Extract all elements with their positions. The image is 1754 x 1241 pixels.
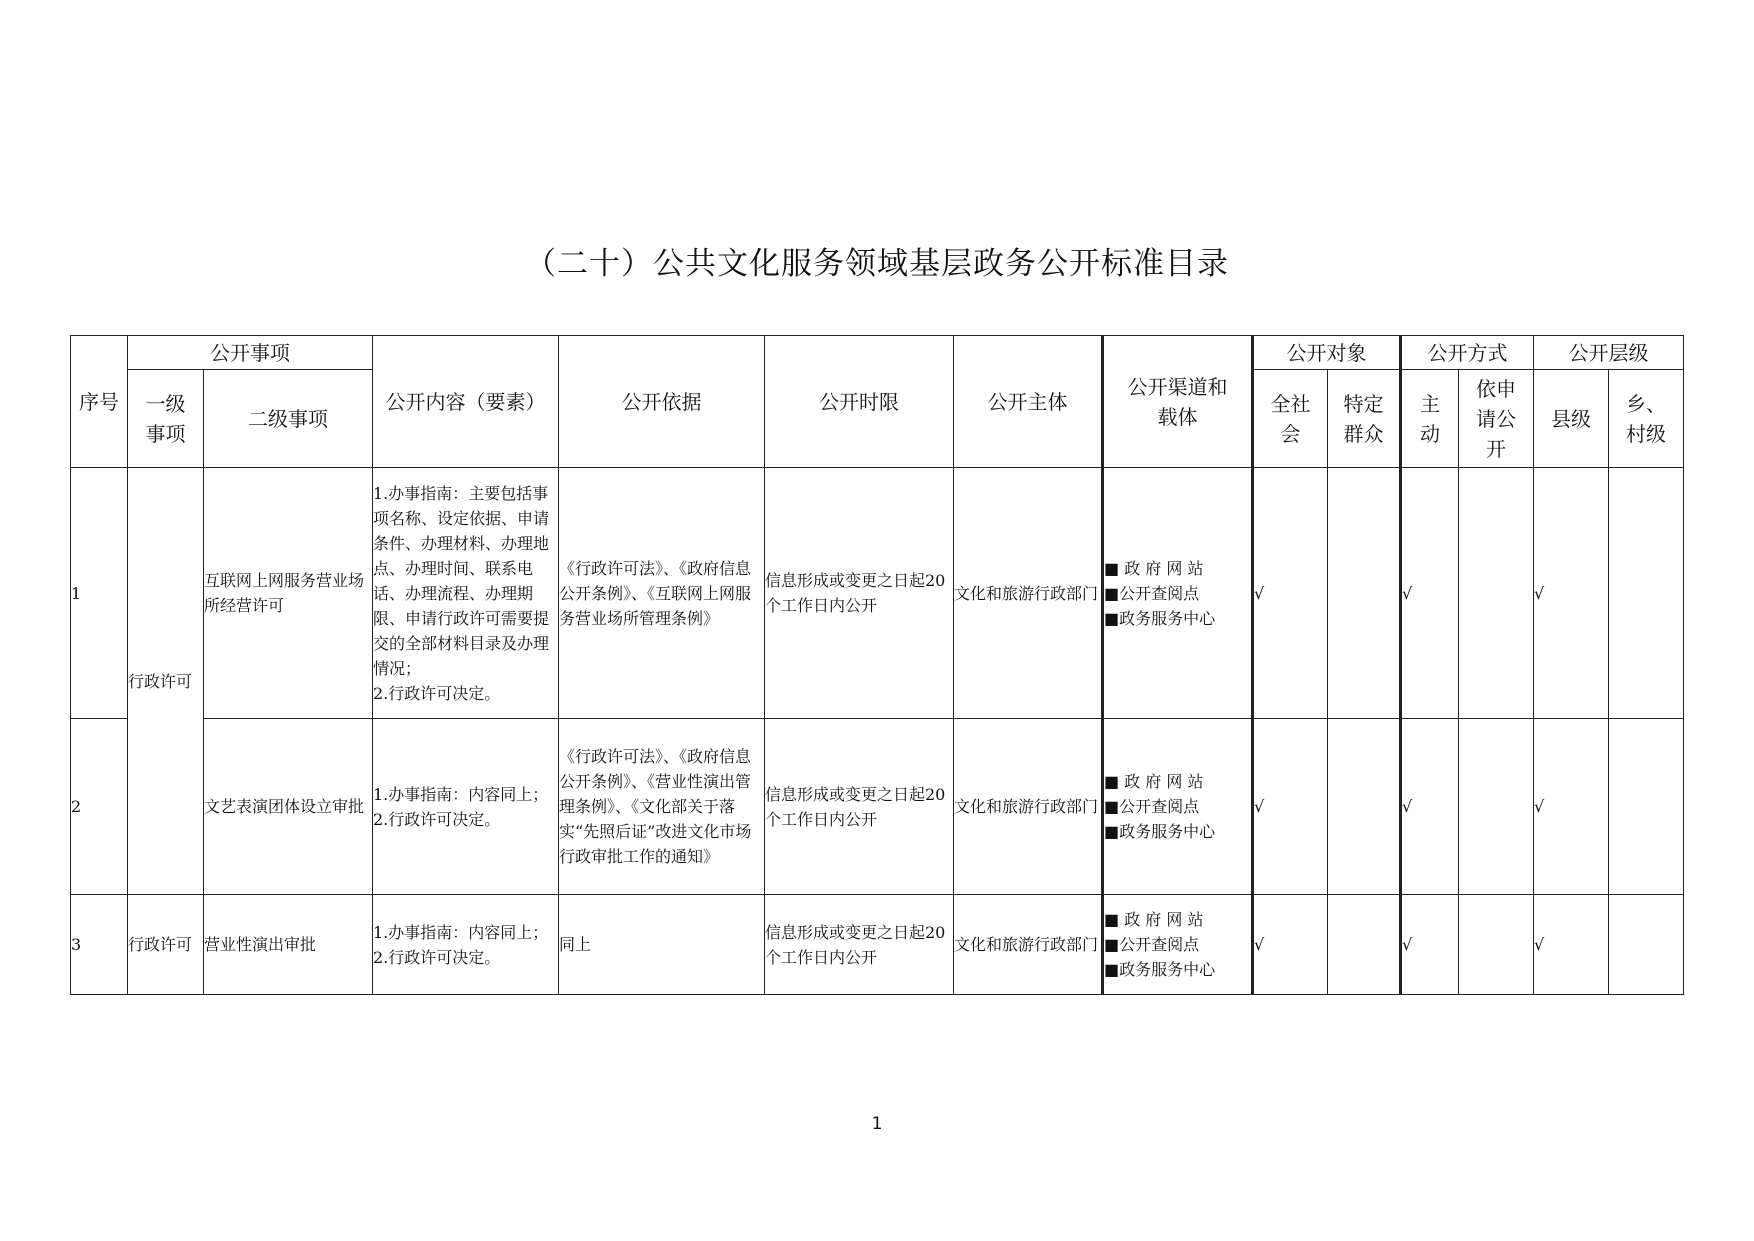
row-time-limit: 信息形成或变更之日起20个工作日内公开 [765,895,954,995]
row-level2: 互联网上网服务营业场所经营许可 [204,468,373,719]
row-basis: 《行政许可法》、《政府信息公开条例》、《营业性演出管理条例》、《文化部关于落实“先照后证”改进文化市场行政审批工作的通知》 [559,719,765,895]
row-time-limit: 信息形成或变更之日起20个工作日内公开 [765,719,954,895]
catalog-table [70,335,1684,995]
row-active: √ [1401,895,1459,995]
header-township: 乡、村级 [1609,370,1684,468]
row-active: √ [1401,719,1459,895]
row-seq: 1 [71,468,128,719]
table-row [71,895,1684,995]
header-time-limit: 公开时限 [765,336,954,468]
row-specific-group [1328,895,1401,995]
header-all-society: 全社会 [1253,370,1328,468]
header-level1: 一级事项 [128,370,204,468]
row-township [1609,895,1684,995]
row-subject: 文化和旅游行政部门 [954,468,1103,719]
row-level1: 行政许可 [128,468,204,895]
row-county: √ [1534,719,1609,895]
header-content: 公开内容（要素） [373,336,559,468]
row-content: 1.办事指南：主要包括事项名称、设定依据、申请条件、办理材料、办理地点、办理时间、联系电话、办理流程、办理期限、申请行政许可需要提交的全部材料目录及办理情况； 2.行政许可决定。 [373,468,559,719]
table-row [71,468,1684,719]
row-subject: 文化和旅游行政部门 [954,719,1103,895]
row-basis: 同上 [559,895,765,995]
row-level2: 文艺表演团体设立审批 [204,719,373,895]
row-all-society: √ [1253,468,1328,719]
row-county: √ [1534,468,1609,719]
row-content: 1.办事指南：内容同上； 2.行政许可决定。 [373,895,559,995]
row-time-limit: 信息形成或变更之日起20个工作日内公开 [765,468,954,719]
header-channel: 公开渠道和载体 [1103,336,1253,468]
header-subject: 公开主体 [954,336,1103,468]
row-all-society: √ [1253,719,1328,895]
row-channel: ■ 政 府 网 站 ■公开查阅点 ■政务服务中心 [1103,719,1253,895]
header-basis: 公开依据 [559,336,765,468]
header-items-group: 公开事项 [128,336,373,370]
row-channel: ■ 政 府 网 站 ■公开查阅点 ■政务服务中心 [1103,895,1253,995]
row-on-request [1459,468,1534,719]
table-row [71,719,1684,895]
row-seq: 3 [71,895,128,995]
header-method-group: 公开方式 [1401,336,1534,370]
header-level2: 二级事项 [204,370,373,468]
row-seq: 2 [71,719,128,895]
row-channel: ■ 政 府 网 站 ■公开查阅点 ■政务服务中心 [1103,468,1253,719]
header-seq: 序号 [71,336,128,468]
page-number: 1 [871,1114,883,1134]
header-specific-group: 特定群众 [1328,370,1401,468]
row-level2: 营业性演出审批 [204,895,373,995]
row-on-request [1459,719,1534,895]
page-title: （二十）公共文化服务领域基层政务公开标准目录 [525,246,1229,282]
row-specific-group [1328,468,1401,719]
header-object-group: 公开对象 [1253,336,1401,370]
row-active: √ [1401,468,1459,719]
row-subject: 文化和旅游行政部门 [954,895,1103,995]
row-basis: 《行政许可法》、《政府信息公开条例》、《互联网上网服务营业场所管理条例》 [559,468,765,719]
row-township [1609,468,1684,719]
row-county: √ [1534,895,1609,995]
header-active: 主动 [1401,370,1459,468]
header-county: 县级 [1534,370,1609,468]
header-on-request: 依申请公开 [1459,370,1534,468]
row-level1: 行政许可 [128,895,204,995]
row-content: 1.办事指南：内容同上； 2.行政许可决定。 [373,719,559,895]
header-level-group: 公开层级 [1534,336,1684,370]
row-all-society: √ [1253,895,1328,995]
row-specific-group [1328,719,1401,895]
row-township [1609,719,1684,895]
row-on-request [1459,895,1534,995]
